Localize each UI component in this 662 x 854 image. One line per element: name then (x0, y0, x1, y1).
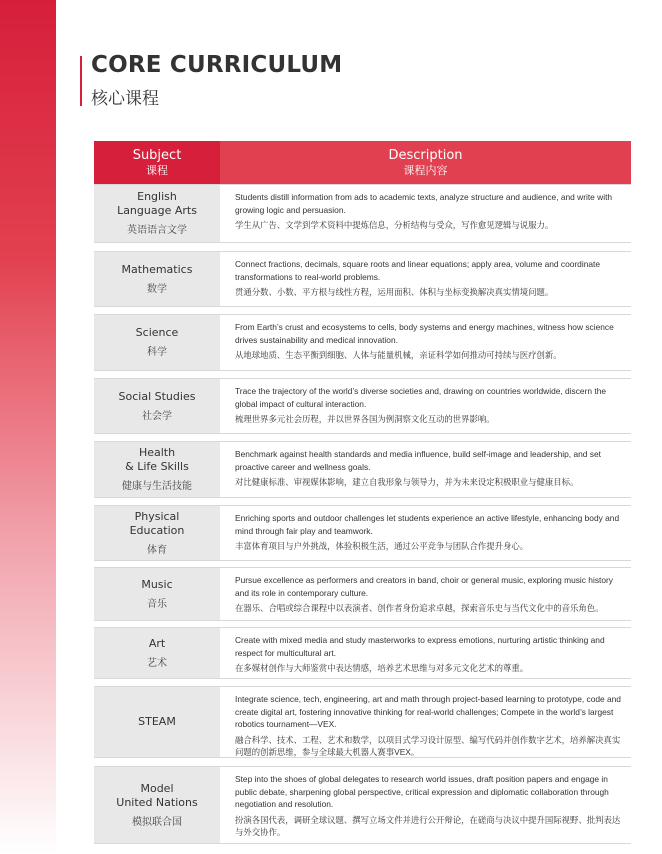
description-zh: 贯通分数、小数、平方根与线性方程，运用面积、体积与坐标变换解决真实情境问题。 (235, 287, 554, 298)
description-en: Connect fractions, decimals, square roots and linear equations; apply area, volume and coordinate transformations to real-world problems. (235, 259, 600, 282)
table-header (94, 141, 631, 184)
page-subtitle: 核心课程 (91, 89, 159, 108)
subject-name: Music (141, 577, 173, 591)
description-cell (220, 252, 631, 306)
subject-name-zh: 艺术 (147, 657, 167, 669)
subject-name: Art (148, 636, 166, 650)
table-row (94, 766, 631, 844)
description-zh: 在多媒材创作与大师鉴赏中表达情感，培养艺术思维与对多元文化艺术的尊重。 (235, 663, 529, 674)
table-row (94, 314, 631, 371)
subject-cell (94, 687, 220, 757)
subject-name-zh: 模拟联合国 (132, 816, 182, 828)
subject-cell (94, 767, 220, 843)
subject-name-zh: 音乐 (147, 598, 167, 610)
description-en: Enriching sports and outdoor challenges let students experience an active lifestyle, enhancing body and mind through fair play and teamwork. (235, 513, 620, 536)
header-description-zh: 课程内容 (403, 165, 448, 177)
header-subject (94, 141, 220, 184)
subject-name-zh: 体育 (147, 544, 167, 556)
description-en: Pursue excellence as performers and creators in band, choir or general music, exploring music history and its role in contemporary culture. (235, 575, 613, 598)
subject-name: STEAM (138, 715, 176, 728)
description-cell (220, 315, 631, 370)
subject-name: Science (135, 326, 179, 339)
subject-cell (94, 506, 220, 560)
subject-cell (94, 315, 220, 370)
description-zh: 在器乐、合唱或综合课程中以表演者、创作者身份追求卓越，探索音乐史与当代文化中的音乐角色。 (235, 603, 604, 614)
description-en: Step into the shoes of global delegates to research world issues, draft position papers and engage in public debate, sharpening global perspective, critical expression and diplomatic collaboration through negotiation and resolution. (235, 774, 609, 810)
decorative-side-band (0, 0, 56, 854)
header-description (220, 141, 631, 184)
header-description-en: Description (388, 148, 463, 163)
subject-name-zh: 英语语言文学 (127, 225, 187, 236)
description-en: Students distill information from ads to academic texts, analyze structure and audience, and write with growing logic and persuasion. (235, 192, 613, 215)
description-zh: 扮演各国代表，调研全球议题、撰写立场文件并进行公开辩论，在磋商与决议中提升国际视野、批判表达与外交协作。 (235, 814, 621, 838)
subject-cell (94, 568, 220, 620)
description-cell (220, 628, 631, 678)
subject-name-zh: 社会学 (142, 410, 172, 422)
subject-cell (94, 628, 220, 678)
subject-name: Social Studies (118, 389, 196, 403)
subject-name: Physical Education (129, 509, 185, 537)
table-row (94, 505, 631, 561)
table-row (94, 627, 631, 679)
description-zh: 从地球地质、生态平衡到细胞、人体与能量机械，亲证科学如何推动可持续与医疗创新。 (235, 350, 562, 361)
subject-name: Model United Nations (116, 781, 198, 809)
subject-name: English Language Arts (117, 190, 197, 217)
table-row (94, 441, 631, 498)
description-zh: 学生从广告、文学到学术资料中提炼信息，分析结构与受众，写作愈见逻辑与说服力。 (235, 220, 554, 231)
description-cell (220, 506, 631, 560)
description-en: Trace the trajectory of the world’s diverse societies and, drawing on countries worldwide, discern the global impact of cultural interaction. (235, 386, 607, 409)
description-zh: 丰富体育项目与户外挑战，体验积极生活，通过公平竞争与团队合作提升身心。 (235, 541, 529, 552)
subject-cell (94, 442, 220, 497)
header-subject-zh: 课程 (146, 165, 168, 177)
table-row (94, 251, 631, 307)
description-en: Benchmark against health standards and media influence, build self-image and leadership, and set proactive career and wellness goals. (235, 449, 601, 472)
page-title: CORE CURRICULUM (91, 52, 343, 78)
subject-cell (94, 185, 220, 242)
table-row (94, 184, 631, 243)
table-row (94, 567, 631, 621)
subject-name: Health & Life Skills (125, 446, 189, 473)
title-accent-bar (80, 56, 82, 106)
description-cell (220, 442, 631, 497)
subject-name-zh: 科学 (147, 347, 167, 358)
subject-cell (94, 379, 220, 433)
subject-cell (94, 252, 220, 306)
description-cell (220, 767, 631, 843)
table-row (94, 378, 631, 434)
table-row (94, 686, 631, 758)
header-subject-en: Subject (132, 148, 182, 163)
description-cell (220, 379, 631, 433)
subject-name-zh: 数学 (147, 283, 167, 295)
description-en: From Earth’s crust and ecosystems to cells, body systems and energy machines, witness how science drives sustainability and medical innovation. (235, 322, 614, 345)
description-zh: 对比健康标准、审视媒体影响，建立自我形象与领导力，并为未来设定积极职业与健康目标。 (235, 477, 579, 488)
description-cell (220, 568, 631, 620)
subject-name: Mathematics (121, 262, 193, 276)
subject-name-zh: 健康与生活技能 (122, 481, 192, 492)
description-cell (220, 185, 631, 242)
description-cell (220, 687, 631, 757)
description-zh: 梳理世界多元社会历程，并以世界各国为例洞察文化互动的世界影响。 (235, 414, 495, 425)
curriculum-table (94, 141, 631, 838)
description-en: Integrate science, tech, engineering, art and math through project-based learning to prototype, code and create digital art, fostering innovative thinking for real-world challenges; Compete in the world’s largest robotics tournament—VEX. (235, 694, 621, 730)
description-en: Create with mixed media and study masterworks to express emotions, nurturing artistic thinking and respect for multicultural art. (235, 635, 605, 658)
description-zh: 融合科学、技术、工程、艺术和数学，以项目式学习设计原型、编写代码并创作数字艺术，培养解决真实问题的创新思维，参与全球最大机器人赛事VEX。 (235, 734, 621, 758)
